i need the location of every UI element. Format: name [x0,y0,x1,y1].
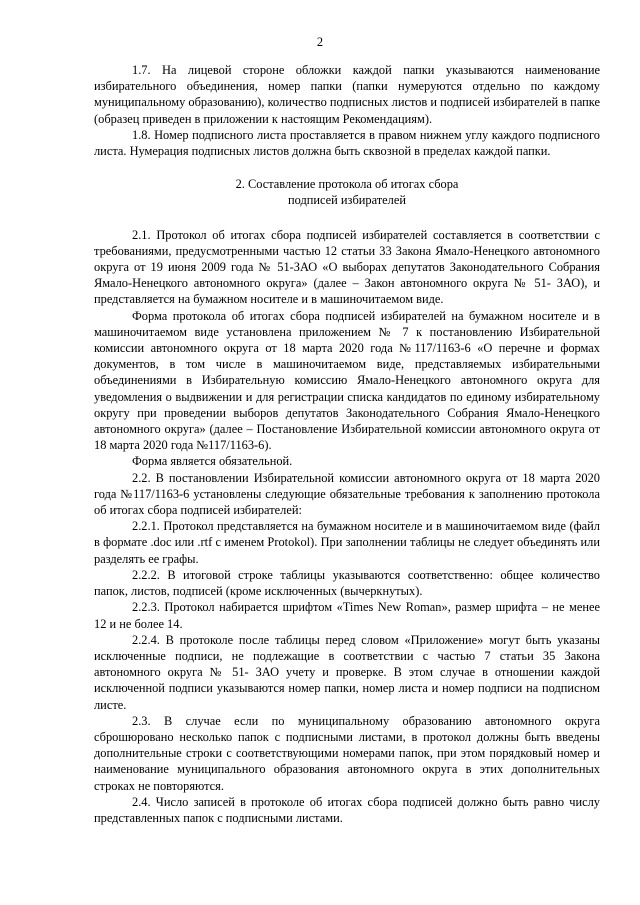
paragraph-2-2-4: 2.2.4. В протоколе после таблицы перед словом «Приложение» могут быть указаны исключенные подписи, не подлежащие в соответствии с частью 7 статьи 35 Закона автономного округа № 51- ЗАО учету и проверке. В этом случае в отношении каждой исключенной подписи указываются номер папки, номер листа и номер подписи на подписном листе. [94,632,600,712]
paragraph-2-2: 2.2. В постановлении Избирательной комиссии автономного округа от 18 марта 2020 года №117/1163-6 установлены следующие обязательные требования к заполнению протокола об итогах сбора подписей избирателей: [94,470,600,518]
document-body [94,62,600,826]
section-title-line-2: подписей избирателей [288,193,406,208]
page-number: 2 [316,35,324,49]
paragraph-2-2-1: 2.2.1. Протокол представляется на бумажном носителе и в машиночитаемом виде (файл в формате .doc или .rtf с именем Protokol). При заполнении таблицы не следует объединять или разделять ее графы. [94,519,600,566]
paragraph-protocol-form: Форма протокола об итогах сбора подписей избирателей на бумажном носителе и в машиночитаемом виде установлена приложением № 7 к постановлению Избирательной комиссии автономного округа от 18 марта 2020 года №117/1163-6 «О перечне и формах документов, в том числе в машиночитаемом виде, представляемых избирательными объединениями в Избирательную комиссию Ямало-Ненецкого автономного округа для уведомления о выдвижении и для регистрации списка кандидатов по единому избирательному округу при проведении выборов депутатов Законодательного Собрания Ямало-Ненецкого автономного округа» (далее – Постановление Избирательной комиссии автономного округа от 18 марта 2020 года №117/1163-6). [94,308,600,453]
paragraph-1-7: 1.7. На лицевой стороне обложки каждой папки указываются наименование избирательного объединения, номер папки (папки нумеруются отдельно по каждому муниципальному образованию), количество подписных листов и подписей избирателей в папке (образец приведен в приложении к настоящим Рекомендациям). [94,63,600,126]
paragraph-1-8: 1.8. Номер подписного листа проставляется в правом нижнем углу каждого подписного листа. Нумерация подписных листов должна быть сквозной в пределах каждой папки. [94,127,600,159]
paragraph-2-4: 2.4. Число записей в протоколе об итогах сбора подписей должно быть равно числу представленных папок с подписными листами. [94,794,600,825]
paragraph-2-2-2: 2.2.2. В итоговой строке таблицы указываются соответственно: общее количество папок, листов, подписей (кроме исключенных (вычеркнутых). [94,567,600,599]
paragraph-2-3: 2.3. В случае если по муниципальному образованию автономного округа сброшюровано несколько папок с подписными листами, в протокол должны быть введены дополнительные строки с соответствующими номерами папок, при этом порядковый номер и наименование муниципального образования автономного округа в этих дополнительных строках не повторяются. [94,713,600,793]
paragraph-2-2-3: 2.2.3. Протокол набирается шрифтом «Times New Roman», размер шрифта – не менее 12 и не более 14. [94,600,600,631]
section-title-line-1: 2. Составление протокола об итогах сбора [235,177,459,192]
paragraph-form-mandatory: Форма является обязательной. [132,454,293,469]
section-title [94,176,600,208]
paragraph-2-1: 2.1. Протокол об итогах сбора подписей избирателей составляется в соответствии с требованиями, предусмотренными частью 12 статьи 33 Закона Ямало-Ненецкого автономного округа от 19 июня 2009 года № 51-ЗАО «О выборах депутатов Законодательного Собрания Ямало-Ненецкого автономного округа» (далее – Закон автономного округа № 51- ЗАО), и представляется на бумажном носителе и в машиночитаемом виде. [94,227,600,307]
